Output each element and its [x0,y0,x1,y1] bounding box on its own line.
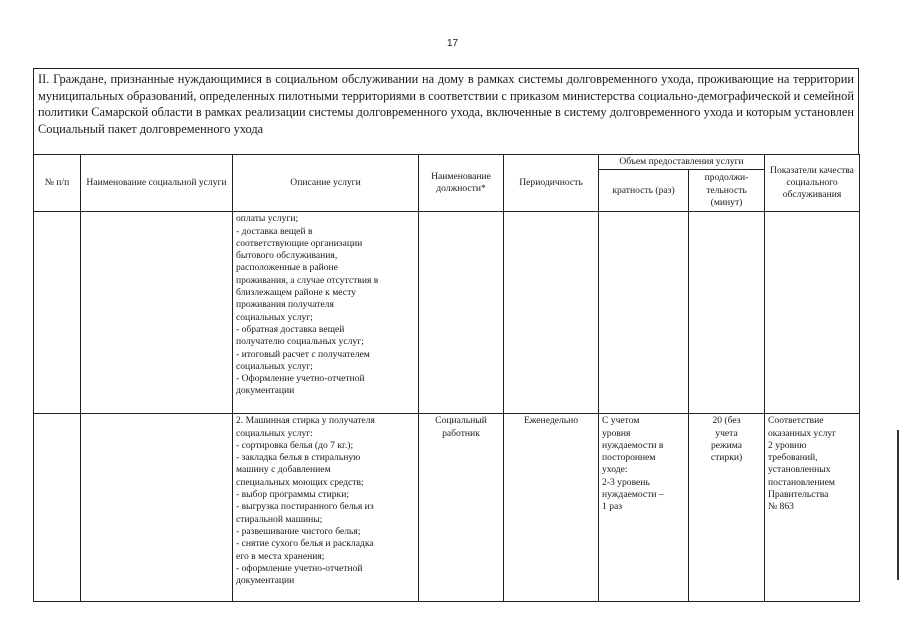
cell-multiplicity-line: уровня [602,427,631,439]
cell-description-line: соответствующие организации [236,237,363,249]
cell-multiplicity-line: нуждаемости – [602,489,664,501]
cell-quality [765,212,860,414]
cell-description-line: 2. Машинная стирка у получателя [236,415,375,427]
cell-description-line: - снятие сухого белья и раскладка [236,538,374,550]
cell-description-line: расположенные в районе [236,262,338,274]
cell-quality-line: установленных [768,464,831,476]
cell-description-line: - выбор программы стирки; [236,489,349,501]
cell-description-line: машину с добавлением [236,464,331,476]
cell-description-line: бытового обслуживания, [236,250,338,262]
cell-multiplicity-line: нуждаемости в [602,439,664,451]
cell-description-line: специальных моющих средств; [236,476,364,488]
cell-description-line: - выгрузка постиранного белья из [236,501,374,513]
services-table [33,154,860,602]
cell-duration-line: режима [710,439,743,451]
cell-duration [689,212,765,414]
cell-multiplicity-line: 2-3 уровень [602,476,650,488]
table-row [34,414,860,602]
cell-quality-line: требований, [768,452,818,464]
cell-duration [689,414,765,602]
scan-edge-mark [897,430,899,580]
cell-description-line: - доставка вещей в [236,225,313,237]
cell-multiplicity-line: С учетом [602,415,640,427]
cell-description-line: документации [236,385,295,397]
cell-description-line: его в места хранения; [236,550,325,562]
cell-description-line: - развешивание чистого белья; [236,525,361,537]
cell-description-line: социальных услуг; [236,360,313,372]
cell-description-line: близлежащем районе к месту [236,287,356,299]
cell-description-line: - сортировка белья (до 7 кг.); [236,439,354,451]
cell-quality-line: Правительства [768,489,829,501]
header-duration: продолжи-тельность (минут) [689,170,765,212]
cell-duration-line: 20 (без [712,415,741,427]
cell-periodicity [504,212,599,414]
table-body [34,212,860,602]
cell-duration-line: учета [715,427,738,439]
header-description: Описание услуги [233,155,419,212]
header-service-name: Наименование социальной услуги [81,155,233,212]
cell-multiplicity-line: постороннем [602,452,656,464]
cell-description [233,212,419,414]
cell-num [34,414,81,602]
cell-position: Социальный работник [419,414,504,602]
page-number: 17 [446,38,459,49]
cell-description-line: проживания, а случае отсутствия в [236,274,379,286]
header-quality: Показатели качества социального обслуживания [765,155,860,212]
header-periodicity: Периодичность [504,155,599,212]
cell-periodicity: Еженедельно [504,414,599,602]
cell-description-line: - закладка белья в стиральную [236,452,361,464]
header-position: Наименование должности* [419,155,504,212]
cell-description-line: проживания получателя [236,299,334,311]
cell-description-line: оплаты услуги; [236,213,299,225]
cell-quality-line: оказанных услуг [768,427,837,439]
cell-description [233,414,419,602]
cell-description-line: получателю социальных услуг; [236,336,364,348]
cell-service-name [81,212,233,414]
cell-quality-line: 2 уровню [768,439,807,451]
cell-description-line: социальных услуг; [236,311,313,323]
cell-quality-line: Соответствие [768,415,824,427]
cell-quality-line: № 863 [768,501,794,513]
cell-quality-line: постановлением [768,476,835,488]
cell-description-line: - итоговый расчет с получателем [236,348,370,360]
header-volume: Объем предоставления услуги [599,155,765,170]
cell-description-line: - обратная доставка вещей [236,323,345,335]
cell-service-name [81,414,233,602]
cell-description-line: - Оформление учетно-отчетной [236,373,365,385]
cell-duration-line: стирки) [710,452,743,464]
cell-multiplicity-line: 1 раз [602,501,623,513]
section-heading: II. Граждане, признанные нуждающимися в социальном обслуживании на дому в рамках системы долговременного ухода, проживающие на территории муниципальных образований, определенных пилотными территориями в соответствии с приказом министерства социально-демографической и семейной политики Самарской области в рамках реализации системы долговременного ухода, включенные в систему долговременного ухода и которым установлен Социальный пакет долговременного ухода [33,68,859,154]
cell-num [34,212,81,414]
table-row [34,212,860,414]
header-multiplicity: кратность (раз) [599,170,689,212]
cell-multiplicity [599,212,689,414]
cell-description-line: документации [236,575,295,587]
cell-multiplicity-line: уходе: [602,464,628,476]
header-num: № п/п [34,155,81,212]
cell-position [419,212,504,414]
cell-description-line: - оформление учетно-отчетной [236,562,363,574]
cell-description-line: социальных услуг: [236,427,313,439]
cell-description-line: стиральной машины; [236,513,323,525]
cell-quality [765,414,860,602]
cell-multiplicity [599,414,689,602]
